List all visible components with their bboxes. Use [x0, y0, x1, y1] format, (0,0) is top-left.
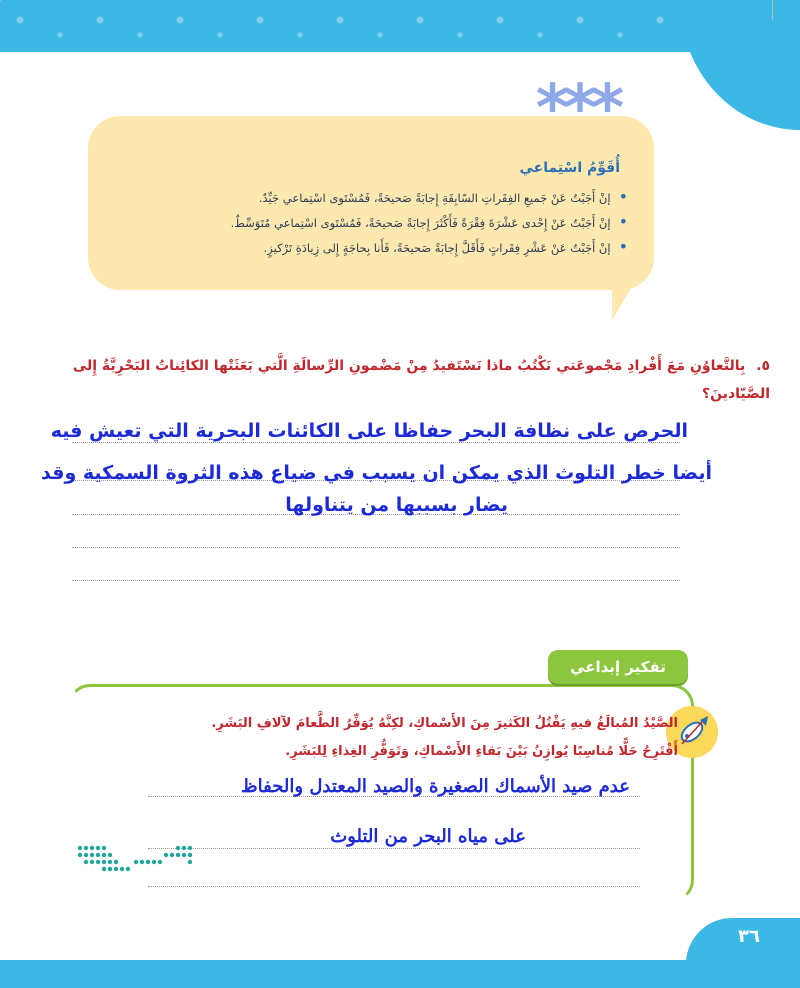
assessment-item: • إنْ أَجَبْتُ عَنْ عَشْرِ فِقَراتٍ فَأَقَلَّ إِجابَةً صَحيحَةً، فَأَنا بِحاجَةٍ إِلى زِيادَةِ تَرْكيزٍ. [208, 234, 628, 259]
assessment-item: • إنْ أَجَبْتُ عَنْ إِحْدى عَشْرَةَ فِقْرَةً فَأَكْثَرَ إِجابَةً صَحيحَةً، فَمُسْتَوى اسْتِماعي مُتَوَسِّطٌ. [208, 209, 628, 234]
crop-mark [0, 0, 1, 1]
answer-line[interactable] [72, 580, 680, 581]
ministry-logo-icon [74, 842, 204, 874]
question-number: ٥. [756, 358, 770, 374]
page-number: ٣٦ [738, 926, 760, 947]
creative-prompt [118, 710, 678, 766]
handwritten-answer: الحرص على نظافة البحر حفاظا على الكائنات البحرية التي تعيش فيه [50, 420, 688, 442]
bottom-decorative-band [0, 960, 800, 988]
handwritten-answer: يضار بسببها من يتناولها [285, 494, 508, 516]
answer-line[interactable] [148, 848, 640, 849]
answer-line[interactable] [72, 547, 680, 548]
assessment-item: • إنْ أَجَبْتُ عَنْ جَميعِ الفِقَراتِ السّابِقَةِ إِجابَةً صَحيحَةً، فَمُسْتَوى اسْتِماعي جَيِّدٌ. [208, 184, 628, 209]
question-text: بِالتَّعاوُنِ مَعَ أَفْرادِ مَجْموعَتي نَكْتُبُ ماذا نَسْتَفيدُ مِنْ مَضْمونِ الرِّسالَةِ الَّتي بَعَثَتْها الكائِناتُ البَحْرِيَّةُ إِلى الصَّيّادينَ؟ [72, 358, 770, 402]
assessment-list [208, 184, 628, 259]
handwritten-answer: عدم صيد الأسماك الصغيرة والصيد المعتدل والحفاظ [241, 776, 630, 797]
assessment-title: أُقَوِّمُ اسْتِماعي [519, 160, 620, 176]
crop-mark [772, 0, 773, 20]
creative-prompt-line: أَقْتَرِحُ حَلًّا مُناسِبًا يُوازِنُ بَيْنَ بَقاءِ الأَسْماكِ، وَتَوَفُّرِ الغِذاءِ لِلبَشَرِ. [285, 744, 678, 759]
creative-thinking-tab: تفكير إبداعي [548, 650, 688, 684]
handwritten-answer: أيضا خطر التلوث الذي يمكن ان يسبب في ضياع هذه الثروة السمكية وقد [41, 462, 712, 484]
answer-line[interactable] [72, 442, 680, 443]
bubble-tail [612, 280, 636, 320]
answer-line[interactable] [148, 886, 640, 887]
top-corner-curve [680, 0, 800, 130]
stars-decoration: *** [535, 72, 619, 146]
creative-prompt-line: الصَّيْدُ المُبالَغُ فيهِ يَقْتُلُ الكَثيرَ مِنَ الأَسْماكِ، لكِنَّهُ يُوَفِّرُ الطَّعامَ لآلافِ البَشَرِ. [211, 716, 678, 731]
question-5 [30, 352, 770, 408]
handwritten-answer: على مياه البحر من التلوث [330, 826, 526, 847]
